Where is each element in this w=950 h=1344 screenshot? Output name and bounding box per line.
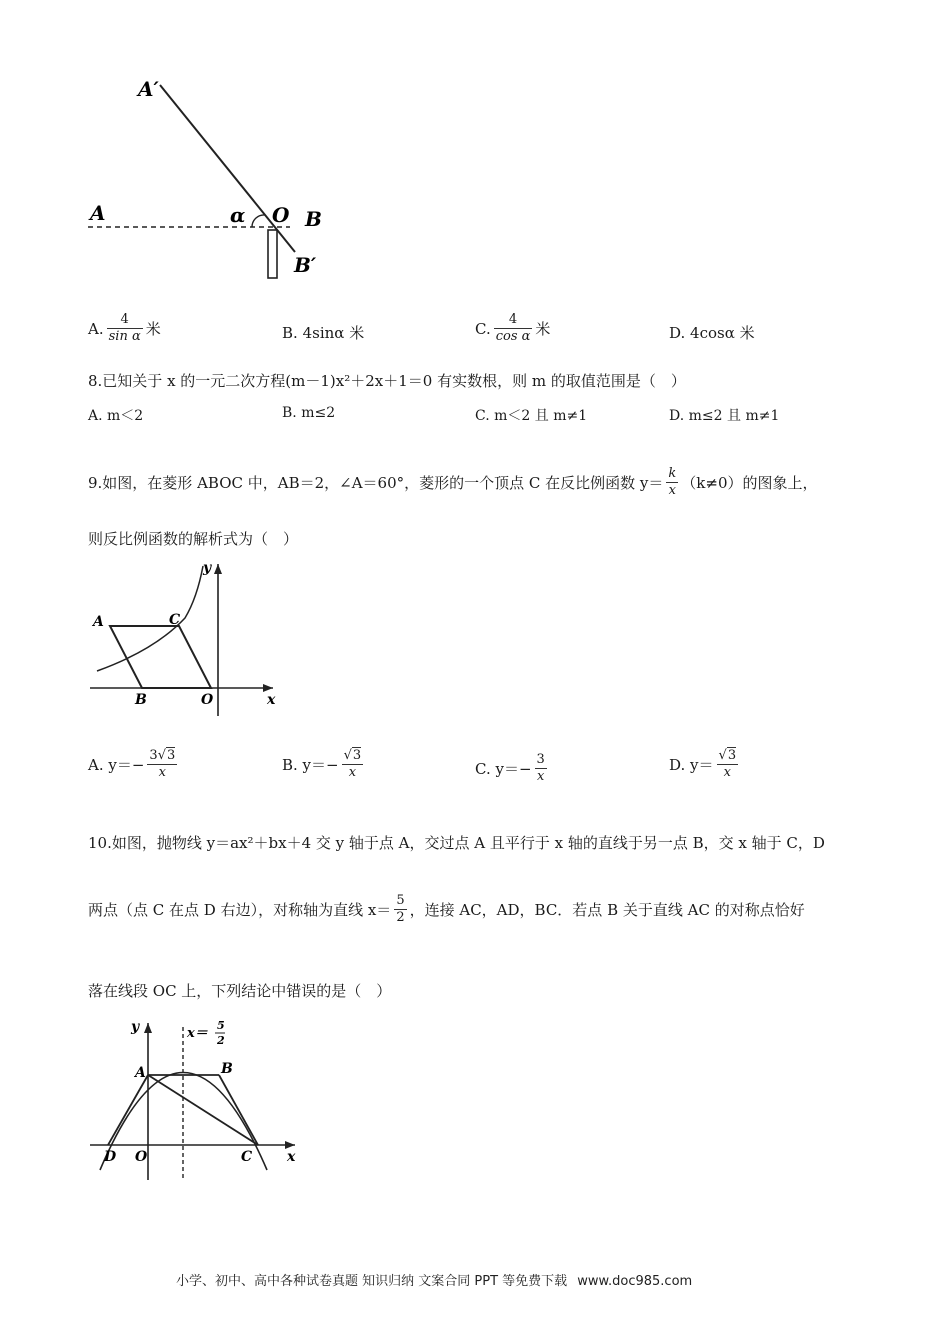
label-o: O <box>272 203 290 227</box>
q7-option-c-fraction: $\frac{4}{\text{cos α}}$ <box>495 312 531 344</box>
label-b-prime: B′ <box>294 253 317 277</box>
q8-stem: 8.已知关于 x 的一元二次方程(m－1)x²＋2x＋1＝0 有实数根，则 m 的取值范围是（ ） <box>88 372 686 390</box>
q7-option-b[interactable]: B. 4sinα 米 <box>282 323 365 342</box>
footer-text: 小学、初中、高中各种试卷真题 知识归纳 文案合同 PPT 等免费下载 <box>176 1274 568 1289</box>
q9-option-c[interactable]: C. y＝ − $\frac{3}{x}$ <box>475 752 545 784</box>
label-alpha: α <box>230 203 246 227</box>
label-a-prime: A′ <box>138 77 159 101</box>
q9-option-a[interactable]: A. y＝ − $\frac{3√3}{x}$ <box>88 748 176 780</box>
fig3-label-c: C <box>241 1149 253 1165</box>
fig3-label-x: x <box>287 1149 296 1165</box>
fig3-label-axis-den: 2 <box>217 1034 225 1047</box>
q10-stem-line3: 落在线段 OC 上，下列结论中错误的是（ ） <box>88 982 392 1000</box>
fig3-label-y: y <box>131 1019 140 1035</box>
label-a: A <box>90 201 106 225</box>
q10-stem-line1: 10.如图，抛物线 y＝ax²＋bx＋4 交 y 轴于点 A，交过点 A 且平行于 x 轴的直线于另一点 B，交 x 轴于 C，D <box>88 834 825 852</box>
fig3-label-axis-num: 5 <box>217 1019 225 1032</box>
fig2-label-b: B <box>135 692 147 708</box>
q9-option-b[interactable]: B. y＝ − $\frac{√3}{x}$ <box>282 748 362 780</box>
q10-stem-fraction: $\frac{5}{2}$ <box>396 893 405 925</box>
fig2-label-o: O <box>201 692 214 708</box>
q10-figure <box>85 1015 305 1185</box>
fig2-label-c: C <box>169 612 181 628</box>
fig2-label-x: x <box>267 692 276 708</box>
footer-link[interactable]: www.doc985.com <box>577 1274 693 1289</box>
q8-option-c[interactable]: C. m＜2 且 m≠1 <box>475 408 588 424</box>
q10-stem-line2: 两点（点 C 在点 D 右边），对称轴为直线 x＝ $\frac{5}{2}$ ，连接 AC，AD，BC．若点 B 关于直线 AC 的对称点恰好 <box>88 893 805 925</box>
fig3-label-b: B <box>221 1061 233 1077</box>
fig2-label-y: y <box>203 560 212 576</box>
fig3-label-o: O <box>135 1149 148 1165</box>
q9-stem: 9.如图，在菱形 ABOC 中，AB＝2，∠A＝60°，菱形的一个顶点 C 在反比例函数 y＝ $\frac{k}{x}$ （k≠0）的图象上， <box>88 466 818 498</box>
q8-option-d[interactable]: D. m≤2 且 m≠1 <box>669 408 780 424</box>
q7-figure <box>80 70 350 285</box>
q9-stem-fraction: $\frac{k}{x}$ <box>668 466 677 498</box>
q9-option-d[interactable]: D. y＝ $\frac{√3}{x}$ <box>669 748 737 780</box>
fig2-label-a: A <box>93 614 104 630</box>
fig3-label-a: A <box>135 1065 146 1081</box>
q8-option-a[interactable]: A. m＜2 <box>88 408 144 424</box>
q8-option-b[interactable]: B. m≤2 <box>282 405 336 421</box>
label-b: B <box>305 207 322 231</box>
q7-option-a[interactable]: A. $\frac{4}{\text{sin α}}$ 米 <box>88 312 161 344</box>
q7-option-c[interactable]: C. $\frac{4}{\text{cos α}}$ 米 <box>475 312 551 344</box>
q9-stem-line2: 则反比例函数的解析式为（ ） <box>88 530 299 548</box>
fig3-label-d: D <box>104 1149 117 1165</box>
q9-figure <box>85 558 285 718</box>
q7-option-a-fraction: $\frac{4}{\text{sin α}}$ <box>108 312 141 344</box>
fig3-label-axis: x＝ <box>187 1026 208 1041</box>
q7-option-d[interactable]: D. 4cosα 米 <box>669 323 755 342</box>
page-footer <box>176 1270 692 1289</box>
